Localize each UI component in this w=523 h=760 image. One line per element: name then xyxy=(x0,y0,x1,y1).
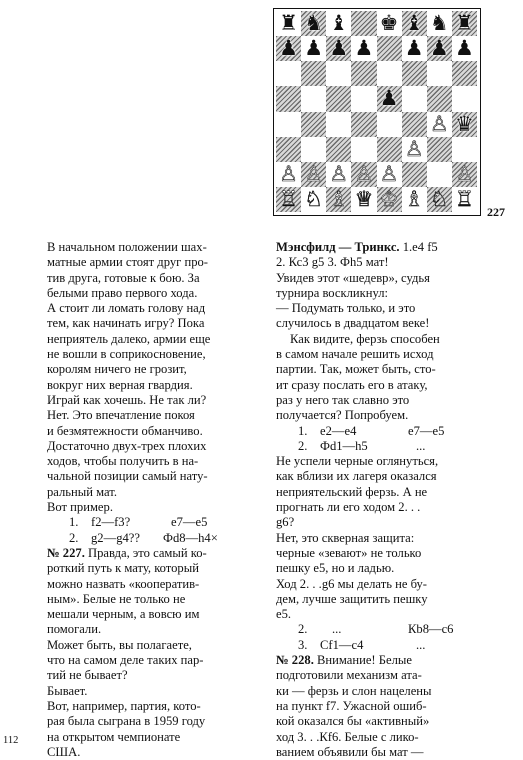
chess-piece: ♙ xyxy=(354,161,374,186)
board-square xyxy=(301,61,326,86)
board-square xyxy=(452,162,477,187)
chess-piece: ♟ xyxy=(404,36,424,61)
board-square xyxy=(377,137,402,162)
board-square xyxy=(452,11,477,36)
chess-piece: ♙ xyxy=(455,161,474,186)
board-square xyxy=(402,187,427,212)
chess-piece: ♘ xyxy=(429,186,449,211)
board-square xyxy=(377,36,402,61)
chess-piece: ♜ xyxy=(279,11,298,36)
defend-pawn-paragraph: Ход 2. . .g6 мы делать не бу- дем, лучше защитить пешку е5. xyxy=(276,576,428,622)
board-square xyxy=(402,86,427,111)
board-square xyxy=(452,36,477,61)
chess-piece: ♞ xyxy=(304,11,324,36)
move-row: 3. Cf1—c4 ... xyxy=(298,637,426,652)
chess-piece: ♕ xyxy=(354,186,374,211)
diagram-227-paragraph: № 227. Правда, это самый ко- роткий путь к мату, который можно назвать «кооператив- ным». Белые не только не мешали черным, а вовсю им помогали. xyxy=(47,545,207,637)
board-square xyxy=(402,61,427,86)
board-square xyxy=(301,11,326,36)
board-square xyxy=(351,11,376,36)
chess-board xyxy=(276,11,477,212)
chess-piece: ♟ xyxy=(379,86,399,111)
board-square xyxy=(326,187,351,212)
board-square xyxy=(427,162,452,187)
board-square xyxy=(301,187,326,212)
chess-piece: ♙ xyxy=(404,136,424,161)
answer-line: Бывает. xyxy=(47,683,88,698)
board-square xyxy=(402,137,427,162)
board-square xyxy=(326,86,351,111)
chess-piece: ♟ xyxy=(279,36,298,61)
move-row: 2. g2—g4?? Фd8—h4× xyxy=(69,530,218,545)
board-square xyxy=(276,162,301,187)
example-paragraph: Вот, например, партия, кото- рая была сыграна в 1959 году на открытом чемпионате США. xyxy=(47,698,206,759)
chess-piece: ♟ xyxy=(354,36,374,61)
board-square xyxy=(351,61,376,86)
chess-piece: ♛ xyxy=(455,111,474,136)
board-square xyxy=(402,36,427,61)
chess-piece: ♜ xyxy=(455,11,474,36)
game-heading: Мэнсфилд — Тринкс. 1.е4 f5 xyxy=(276,240,438,254)
chess-piece: ♖ xyxy=(455,186,474,211)
chess-piece: ♙ xyxy=(304,161,324,186)
board-square xyxy=(301,162,326,187)
board-square xyxy=(326,112,351,137)
queen-attack-paragraph: Не успели черные оглянуться, как вблизи их лагеря оказался неприятельский ферзь. А не прогнать ли его ходом 2. . . g6? xyxy=(276,454,439,530)
board-square xyxy=(452,112,477,137)
board-square xyxy=(351,137,376,162)
queen-paragraph: Как видите, ферзь способен в самом начале решить исход партии. Так, может быть, сто- ит сразу послать его в атаку, раз у него так славно это получается? Попробуем. xyxy=(276,331,440,423)
board-square xyxy=(301,112,326,137)
board-square xyxy=(276,11,301,36)
chess-piece: ♘ xyxy=(304,186,324,211)
move-row: 2. ... Кb8—с6 xyxy=(298,622,454,637)
board-square xyxy=(377,11,402,36)
board-square xyxy=(326,162,351,187)
intro-paragraph: В начальном положении шах- матные армии стоят друг про- тив друга, готовые к бою. За белыми право первого хода. А стоит ли ломать голову над тем, как начинать игру? Пока неприятель далеко, армии еще не вошли в соприкосновение, королям ничего не грозит, вокруг них верная гвардия. Играй как хочешь. Не так ли? Нет. Это впечатление покоя и безмятежности обманчиво. Достаточно двух-трех плохих ходов, чтобы получить в на- чальной позиции самый нату- ральный мат. xyxy=(47,240,211,499)
chess-piece: ♞ xyxy=(429,11,449,36)
board-square xyxy=(427,86,452,111)
chess-piece: ♝ xyxy=(404,11,424,36)
board-square xyxy=(326,137,351,162)
page-number: 112 xyxy=(3,735,19,746)
question-paragraph: Может быть, вы полагаете, что на самом деле таких пар- тий не бывает? xyxy=(47,637,204,683)
board-square xyxy=(377,162,402,187)
board-square xyxy=(402,112,427,137)
left-column xyxy=(47,240,257,760)
chess-piece: ♖ xyxy=(279,186,298,211)
board-square xyxy=(351,86,376,111)
board-square xyxy=(452,61,477,86)
board-square xyxy=(427,187,452,212)
chess-piece: ♟ xyxy=(304,36,324,61)
bad-defense-paragraph: Нет, это скверная защита: черные «зевают» не только пешку е5, но и ладью. xyxy=(276,530,422,576)
chess-piece: ♙ xyxy=(279,161,298,186)
move-row: 2. Фd1—h5 ... xyxy=(298,438,426,453)
chess-piece: ♙ xyxy=(429,111,449,136)
board-square xyxy=(377,187,402,212)
chess-piece: ♗ xyxy=(329,186,349,211)
chess-piece: ♟ xyxy=(455,36,474,61)
board-square xyxy=(452,187,477,212)
board-square xyxy=(276,112,301,137)
board-square xyxy=(452,86,477,111)
move-row: 1. е2—е4 е7—е5 xyxy=(298,423,445,438)
board-square xyxy=(326,11,351,36)
board-square xyxy=(402,11,427,36)
board-square xyxy=(351,162,376,187)
board-square xyxy=(402,162,427,187)
board-square xyxy=(351,36,376,61)
example-label: Вот пример. xyxy=(47,500,113,515)
judge-paragraph: Увидев этот «шедевр», судья турнира воскликнул: — Подумать только, и это случилось в двадцатом веке! xyxy=(276,270,430,331)
board-square xyxy=(351,187,376,212)
chess-piece: ♙ xyxy=(329,161,349,186)
board-square xyxy=(377,61,402,86)
board-square xyxy=(427,137,452,162)
board-square xyxy=(326,36,351,61)
chess-piece: ♔ xyxy=(379,186,399,211)
board-square xyxy=(326,61,351,86)
board-square xyxy=(276,137,301,162)
board-square xyxy=(427,112,452,137)
board-square xyxy=(276,36,301,61)
board-square xyxy=(276,86,301,111)
board-square xyxy=(427,61,452,86)
board-square xyxy=(452,137,477,162)
right-column xyxy=(276,240,488,760)
board-square xyxy=(377,86,402,111)
chess-piece: ♚ xyxy=(379,11,399,36)
board-square xyxy=(301,86,326,111)
board-square xyxy=(301,36,326,61)
move-row: 1. f2—f3? e7—e5 xyxy=(69,515,208,530)
chess-diagram xyxy=(273,8,481,216)
diagram-number: 227 xyxy=(487,205,505,219)
board-square xyxy=(351,112,376,137)
chess-piece: ♗ xyxy=(404,186,424,211)
board-square xyxy=(301,137,326,162)
board-square xyxy=(427,11,452,36)
diagram-228-paragraph: № 228. Внимание! Белые подготовили механизм ата- ки — ферзь и слон нацелены на пункт f7. Ужасной ошиб- кой оказался бы «активный» ход 3. . .Кf6. Белые с лико- ванием объявили бы мат — xyxy=(276,653,432,759)
chess-piece: ♟ xyxy=(329,36,349,61)
game-moves: 2. Кс3 g5 3. Фh5 мат! xyxy=(276,255,389,270)
board-square xyxy=(427,36,452,61)
board-square xyxy=(276,187,301,212)
chess-piece: ♟ xyxy=(429,36,449,61)
chess-piece: ♙ xyxy=(379,161,399,186)
board-square xyxy=(276,61,301,86)
chess-piece: ♝ xyxy=(329,11,349,36)
board-square xyxy=(377,112,402,137)
